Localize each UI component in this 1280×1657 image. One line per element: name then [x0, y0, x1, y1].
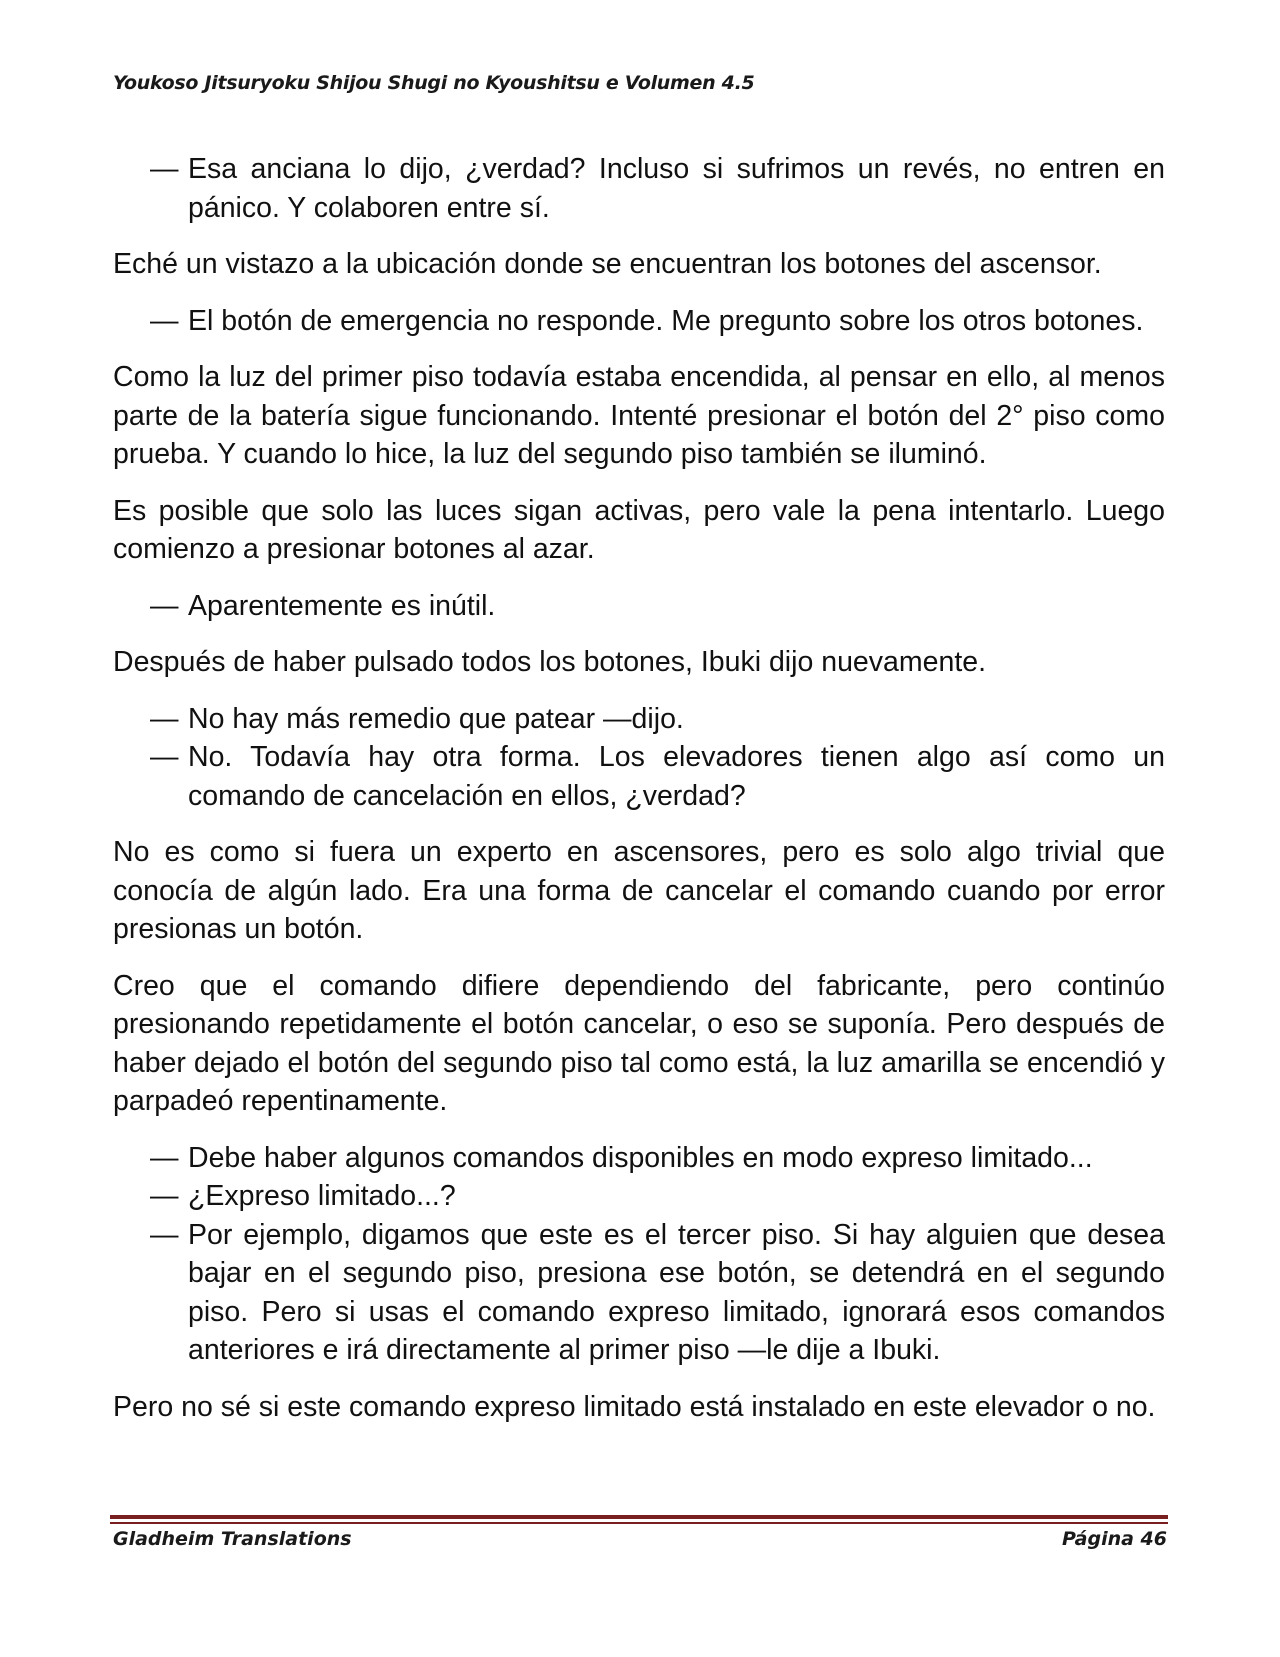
- footer-rule: [110, 1515, 1168, 1519]
- paragraph: No es como si fuera un experto en ascensores, pero es solo algo trivial que conocía de algún lado. Era una forma de cancelar el comando cuando por error presionas un botón.: [113, 836, 1165, 945]
- dialogue-dash: —: [150, 702, 179, 735]
- paragraph: Después de haber pulsado todos los botones, Ibuki dijo nuevamente.: [113, 646, 987, 678]
- dialogue-dash: —: [150, 304, 179, 337]
- dialogue-line: — No. Todavía hay otra forma. Los elevadores tienen algo así como un comando de cancelación en ellos, ¿verdad?: [113, 738, 1165, 815]
- dialogue-dash: —: [150, 589, 179, 622]
- dialogue-line: — Esa anciana lo dijo, ¿verdad? Incluso si sufrimos un revés, no entren en pánico. Y colaboren entre sí.: [113, 150, 1165, 227]
- running-header: Youkoso Jitsuryoku Shijou Shugi no Kyoushitsu e Volumen 4.5: [113, 72, 755, 94]
- dialogue-dash: —: [150, 741, 179, 773]
- dialogue-dash: —: [150, 1218, 179, 1251]
- footer-translator: Gladheim Translations: [113, 1528, 352, 1550]
- dialogue-line: — Aparentemente es inútil.: [113, 587, 1165, 626]
- dialogue-line: — El botón de emergencia no responde. Me pregunto sobre los otros botones.: [113, 302, 1165, 341]
- paragraph: Es posible que solo las luces sigan activas, pero vale la pena intentarlo. Luego comienzo a presionar botones al azar.: [113, 494, 1165, 565]
- dialogue-line: — ¿Expreso limitado...?: [113, 1177, 1165, 1216]
- dialogue-line: — No hay más remedio que patear —dijo.: [113, 700, 1165, 739]
- dialogue-dash: —: [150, 153, 179, 185]
- dialogue-dash: —: [150, 1180, 179, 1212]
- page-number: Página 46: [1061, 1528, 1167, 1550]
- dialogue-line: — Debe haber algunos comandos disponibles en modo expreso limitado...: [113, 1139, 1165, 1178]
- page-body: [113, 150, 1165, 1444]
- paragraph: Creo que el comando difiere dependiendo del fabricante, pero continúo presionando repetidamente el botón cancelar, o eso se suponía. Pero después de haber dejado el botón del segundo piso tal como está, la luz amarilla se encendió y parpadeó repentinamente.: [113, 969, 1165, 1117]
- dialogue-line: — Por ejemplo, digamos que este es el tercer piso. Si hay alguien que desea bajar en el segundo piso, presiona ese botón, se detendrá en el segundo piso. Pero si usas el comando expreso limitado, ignorará esos comandos anteriores e irá directamente al primer piso —le dije a Ibuki.: [113, 1216, 1165, 1370]
- footer-rule-thin: [110, 1522, 1168, 1524]
- dialogue-dash: —: [150, 1141, 179, 1174]
- paragraph: Como la luz del primer piso todavía estaba encendida, al pensar en ello, al menos parte de la batería sigue funcionando. Intenté presionar el botón del 2° piso como prueba. Y cuando lo hice, la luz del segundo piso también se iluminó.: [113, 361, 1165, 470]
- paragraph: Pero no sé si este comando expreso limitado está instalado en este elevador o no.: [113, 1390, 1156, 1423]
- paragraph: Eché un vistazo a la ubicación donde se encuentran los botones del ascensor.: [113, 248, 1102, 280]
